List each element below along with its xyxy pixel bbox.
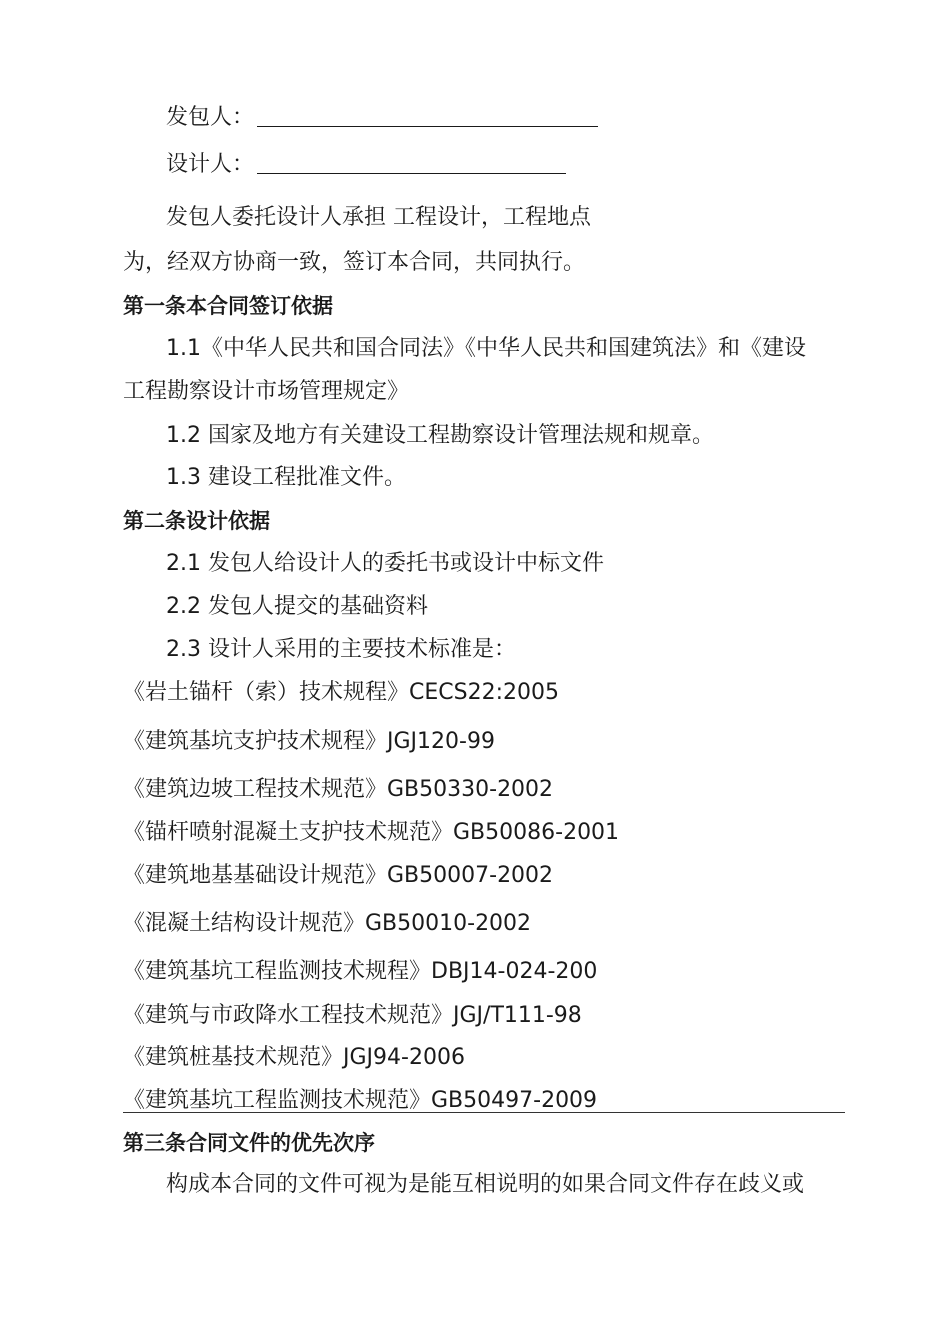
standard-item: 《岩土锚杆（索）技术规程》CECS22:2005 [123, 680, 559, 705]
employer-blank-line [257, 126, 598, 127]
article-3-paragraph: 构成本合同的文件可视为是能互相说明的如果合同文件存在歧义或 [166, 1172, 805, 1197]
item-1-3: 1.3 建设工程批准文件。 [166, 465, 406, 490]
standard-item: 《建筑基坑工程监测技术规范》GB50497-2009 [123, 1088, 598, 1113]
standard-item: 《建筑基坑支护技术规程》JGJ120-99 [123, 729, 495, 754]
standard-item: 《建筑地基基础设计规范》GB50007-2002 [123, 863, 554, 888]
article-2-title: 第二条设计依据 [123, 509, 270, 533]
standard-item: 《建筑基坑工程监测技术规程》DBJ14-024-200 [123, 959, 598, 984]
item-2-2: 2.2 发包人提交的基础资料 [166, 594, 428, 619]
article-1-title: 第一条本合同签订依据 [123, 294, 333, 318]
intro-line-2: 为，经双方协商一致，签订本合同，共同执行。 [123, 250, 586, 275]
designer-blank-line [257, 173, 566, 174]
section-divider [123, 1112, 845, 1113]
standard-item: 《锚杆喷射混凝土支护技术规范》GB50086-2001 [123, 820, 620, 845]
item-1-1-line-2: 工程勘察设计市场管理规定》 [123, 379, 410, 404]
designer-label: 设计人： [166, 152, 255, 177]
employer-label: 发包人： [166, 105, 255, 130]
item-1-2: 1.2 国家及地方有关建设工程勘察设计管理法规和规章。 [166, 423, 714, 448]
item-2-1: 2.1 发包人给设计人的委托书或设计中标文件 [166, 551, 604, 576]
standard-item: 《建筑桩基技术规范》JGJ94-2006 [123, 1045, 465, 1070]
item-2-3: 2.3 设计人采用的主要技术标准是： [166, 637, 516, 662]
standard-item: 《混凝土结构设计规范》GB50010-2002 [123, 911, 532, 936]
intro-line-1: 发包人委托设计人承担 工程设计，工程地点 [166, 205, 591, 230]
item-1-1-line-1: 1.1《中华人民共和国合同法》《中华人民共和国建筑法》和《建设 [166, 336, 806, 361]
article-3-title: 第三条合同文件的优先次序 [123, 1131, 375, 1155]
standard-item: 《建筑与市政降水工程技术规范》JGJ/T111-98 [123, 1003, 582, 1028]
standard-item: 《建筑边坡工程技术规范》GB50330-2002 [123, 777, 554, 802]
